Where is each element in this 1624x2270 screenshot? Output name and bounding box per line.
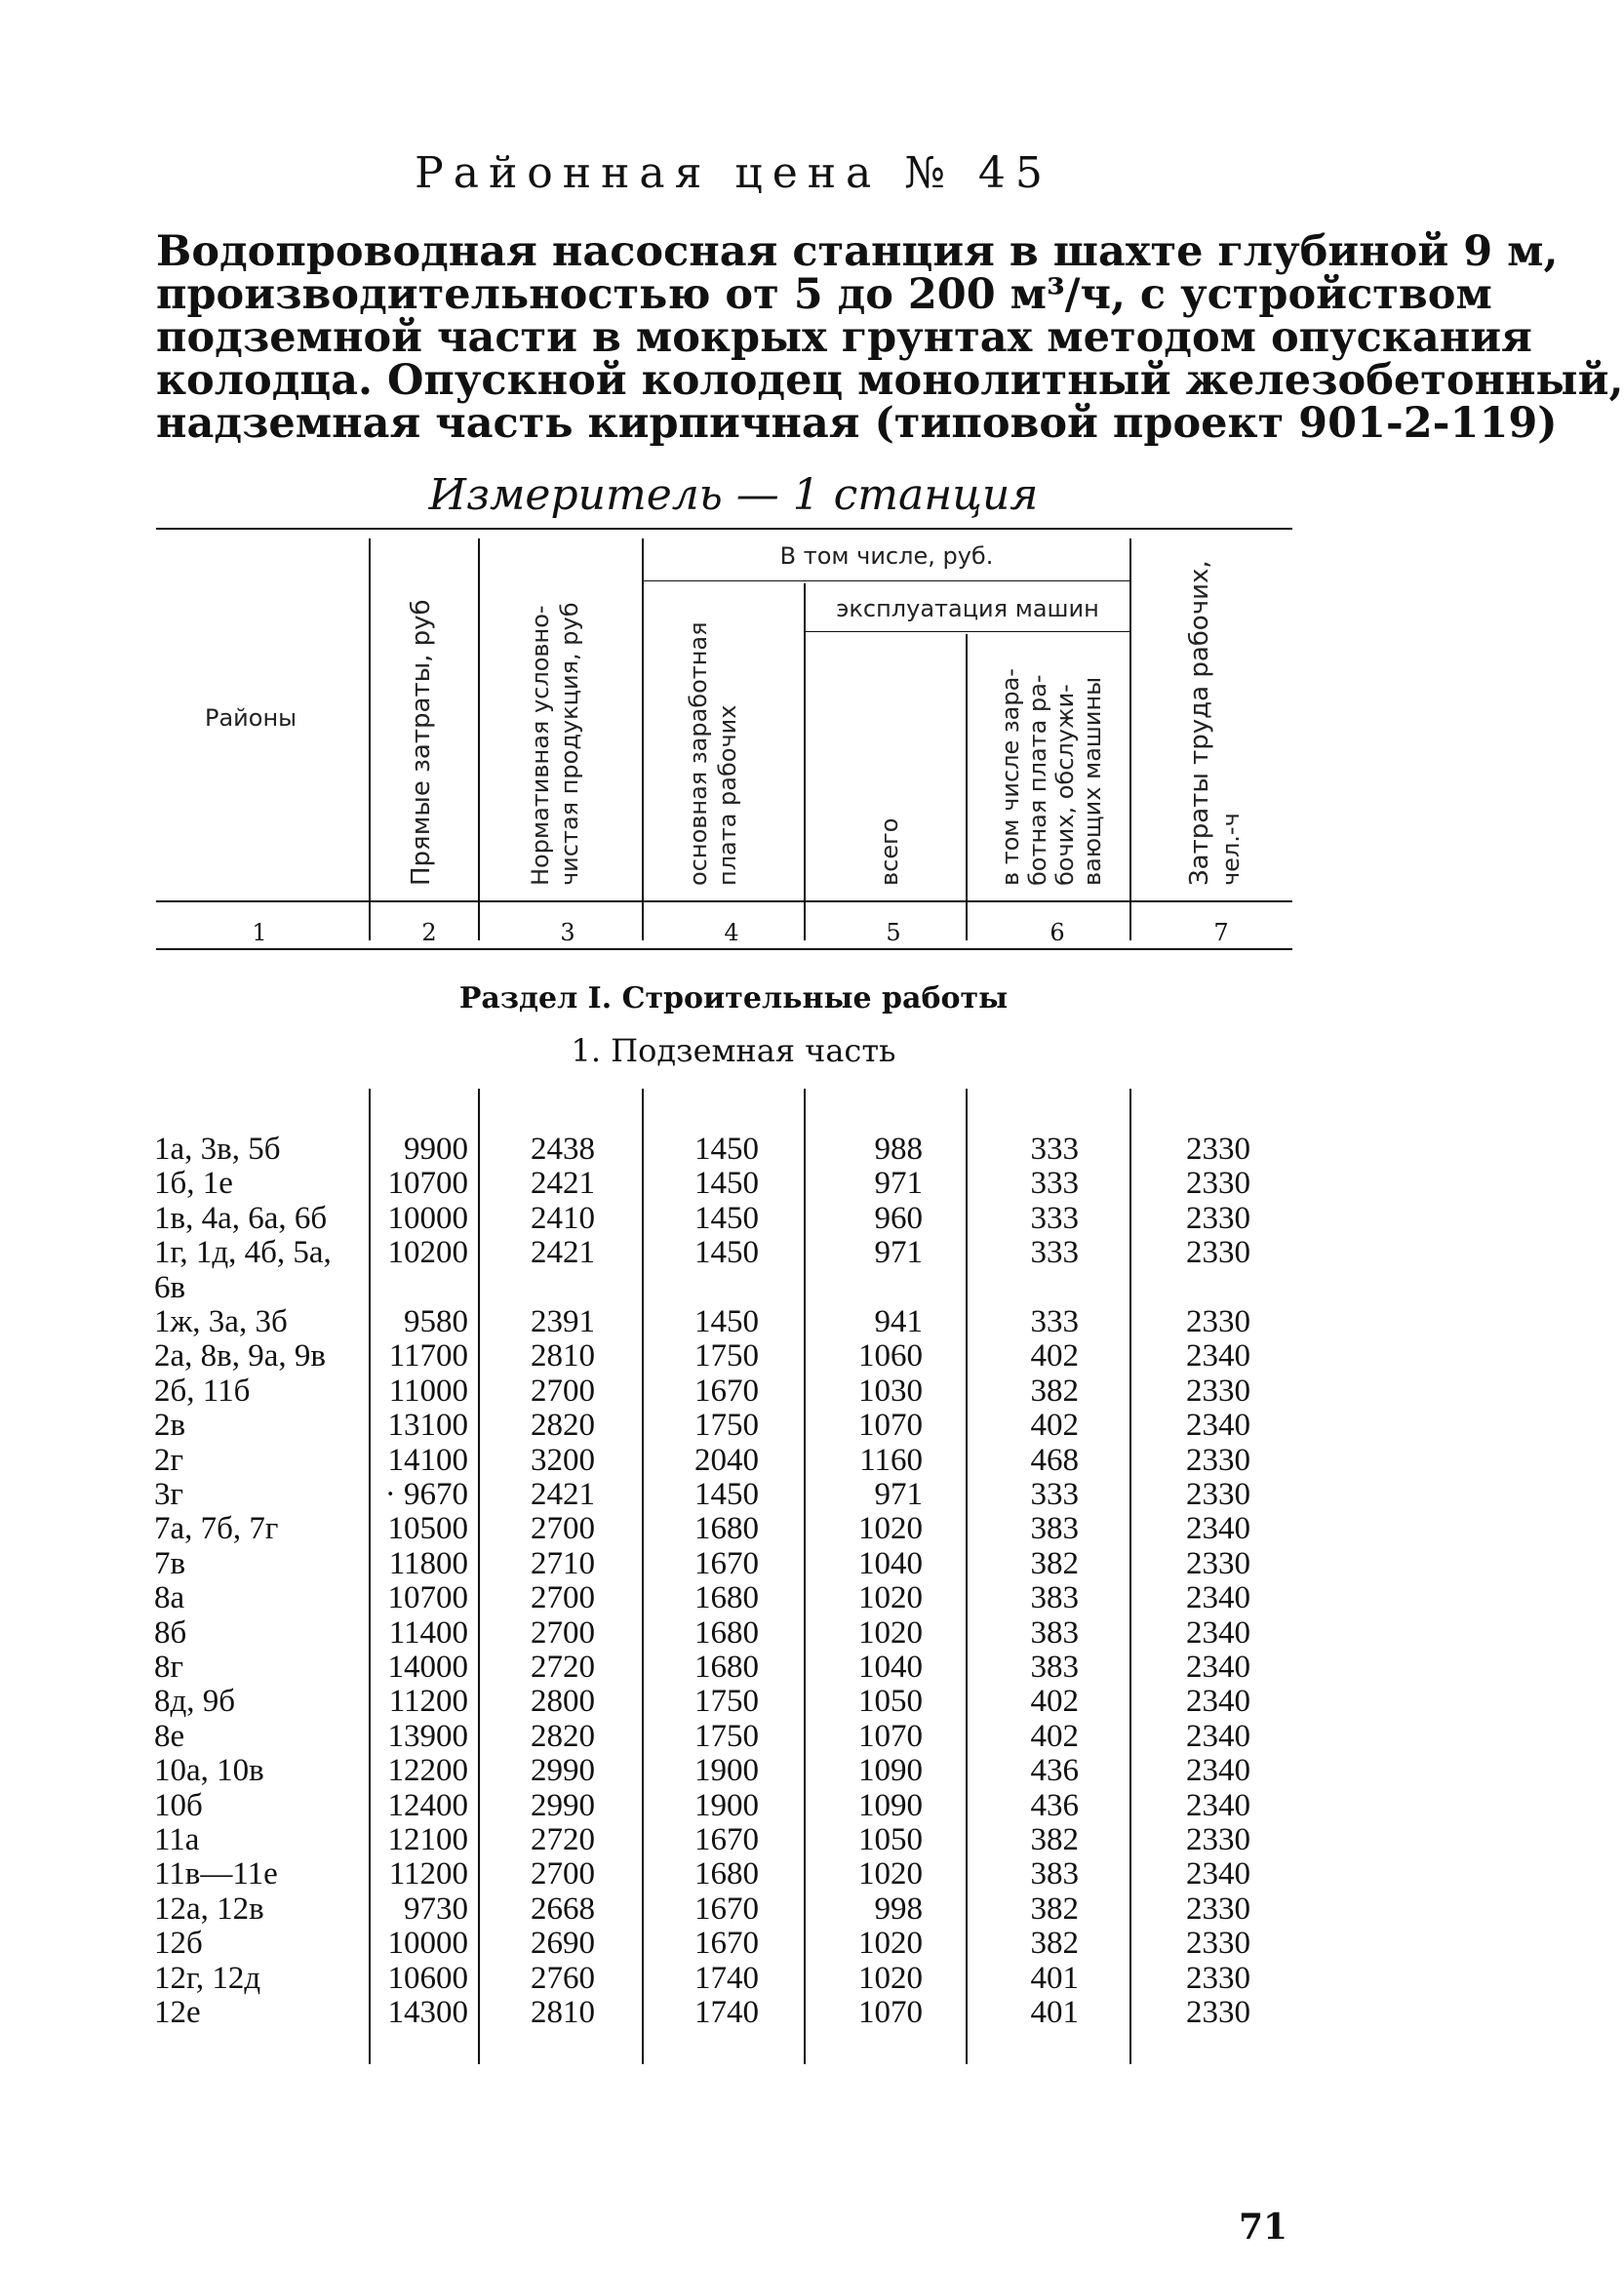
labor-costs-cell: 2330	[1186, 1304, 1250, 1339]
machines-total-cell: 1070	[858, 1408, 923, 1444]
header-machines-total: всего	[876, 817, 903, 886]
table-row	[0, 1684, 1467, 1719]
col-divider	[804, 583, 806, 940]
col-number: 3	[560, 919, 575, 946]
table-row	[0, 1615, 1467, 1651]
district-cell: 12а, 12в	[154, 1891, 264, 1927]
district-cell: 12г, 12д	[154, 1960, 261, 1996]
machine-salary-cell: 402	[1030, 1684, 1079, 1720]
table-row	[0, 1477, 1467, 1512]
subsection-title: 1. Подземная часть	[571, 1032, 896, 1069]
base-salary-cell: 1680	[694, 1580, 759, 1616]
machines-total-cell: 1050	[858, 1684, 923, 1720]
description-line: колодца. Опускной колодец монолитный железобетонный,	[156, 356, 1624, 405]
normative-product-cell: 2421	[531, 1166, 595, 1202]
machines-total-cell: 971	[874, 1235, 923, 1271]
col-divider	[1129, 538, 1131, 940]
table-row	[0, 1304, 1467, 1339]
table-row	[0, 1132, 1467, 1167]
direct-costs-cell: 10200	[387, 1235, 468, 1271]
district-cell: 8г	[154, 1650, 184, 1685]
col-number: 4	[724, 919, 739, 946]
table-row	[0, 1892, 1467, 1927]
base-salary-cell: 1900	[694, 1753, 759, 1789]
machine-salary-cell: 382	[1030, 1822, 1079, 1857]
normative-product-cell: 2391	[531, 1304, 595, 1339]
col-divider	[478, 538, 480, 940]
direct-costs-cell: 10700	[387, 1580, 468, 1616]
table-row	[0, 1511, 1467, 1546]
machines-total-cell: 1090	[858, 1753, 923, 1789]
district-cell: 12б	[154, 1926, 203, 1962]
direct-costs-cell: 9730	[404, 1891, 468, 1927]
page-number: 71	[1239, 2207, 1288, 2248]
normative-product-cell: 2720	[531, 1650, 595, 1685]
base-salary-cell: 2040	[694, 1442, 759, 1478]
header-direct-costs: Прямые затраты, руб	[407, 599, 436, 886]
col-divider	[369, 538, 371, 940]
header-labor-costs-1: Затраты труда рабочих,	[1185, 560, 1214, 886]
labor-costs-cell: 2340	[1186, 1614, 1250, 1651]
normative-product-cell: 2700	[531, 1856, 595, 1892]
district-cell: 10б	[154, 1787, 203, 1823]
description-line: надземная часть кирпичная (типовой проект 901-2-119)	[156, 399, 1558, 448]
machines-total-cell: 988	[874, 1132, 923, 1167]
table-row	[0, 1822, 1467, 1857]
normative-product-cell: 2800	[531, 1684, 595, 1720]
labor-costs-cell: 2330	[1186, 1132, 1250, 1167]
district-cell: 8а	[154, 1580, 185, 1616]
normative-product-cell: 2410	[531, 1200, 595, 1236]
labor-costs-cell: 2340	[1186, 1338, 1250, 1374]
machine-salary-cell: 333	[1030, 1132, 1079, 1167]
description	[156, 227, 1624, 448]
machine-salary-cell: 333	[1030, 1200, 1079, 1236]
direct-costs-cell: 11400	[388, 1614, 468, 1651]
description-line: Водопроводная насосная станция в шахте глубиной 9 м,	[156, 227, 1559, 276]
district-cell: 11в—11е	[154, 1856, 278, 1892]
normative-product-cell: 2810	[531, 1338, 595, 1374]
labor-costs-cell: 2340	[1186, 1787, 1250, 1823]
direct-costs-cell: 11700	[388, 1338, 468, 1374]
labor-costs-cell: 2330	[1186, 1545, 1250, 1581]
labor-costs-cell: 2340	[1186, 1650, 1250, 1685]
machine-salary-cell: 333	[1030, 1477, 1079, 1512]
normative-product-cell: 2421	[531, 1477, 595, 1512]
header-machine-salary-2: ботная плата ра-	[1024, 674, 1051, 886]
machines-total-cell: 1020	[858, 1580, 923, 1616]
district-cell: 10а, 10в	[154, 1753, 264, 1789]
machine-salary-cell: 402	[1030, 1718, 1079, 1754]
machine-salary-cell: 382	[1030, 1891, 1079, 1927]
header-districts: Районы	[205, 704, 297, 732]
machines-total-cell: 1070	[858, 1718, 923, 1754]
machines-total-cell: 1090	[858, 1787, 923, 1823]
direct-costs-cell: 10600	[387, 1960, 468, 1996]
meter-caption: Измеритель — 1 станция	[428, 470, 1039, 520]
table-row	[0, 1650, 1467, 1685]
labor-costs-cell: 2330	[1186, 1891, 1250, 1927]
header-machine-salary-3: бочих, обслужи-	[1051, 684, 1079, 886]
price-title: Районная цена № 45	[415, 148, 1052, 198]
base-salary-cell: 1450	[694, 1166, 759, 1202]
direct-costs-cell: 12200	[387, 1753, 468, 1789]
base-salary-cell: 1750	[694, 1408, 759, 1444]
normative-product-cell: 2820	[531, 1718, 595, 1754]
description-line: подземной части в мокрых грунтах методом опускания	[156, 313, 1532, 362]
group-rule	[644, 580, 1129, 581]
machine-salary-cell: 333	[1030, 1166, 1079, 1202]
col-number: 1	[252, 919, 267, 946]
machines-total-cell: 1070	[858, 1995, 923, 2030]
machines-total-cell: 971	[874, 1166, 923, 1202]
base-salary-cell: 1670	[694, 1926, 759, 1962]
col-number: 2	[421, 919, 437, 946]
normative-product-cell: 2990	[531, 1753, 595, 1789]
normative-product-cell: 2668	[531, 1891, 595, 1927]
machines-total-cell: 1020	[858, 1614, 923, 1651]
machine-salary-cell: 383	[1030, 1856, 1079, 1892]
normative-product-cell: 2720	[531, 1822, 595, 1857]
header-group: В том числе, руб.	[779, 542, 994, 570]
table-row	[0, 1201, 1467, 1236]
base-salary-cell: 1450	[694, 1304, 759, 1339]
district-cell: 6в	[154, 1269, 186, 1305]
district-cell: 8е	[154, 1718, 185, 1754]
normative-product-cell: 2710	[531, 1545, 595, 1581]
labor-costs-cell: 2330	[1186, 1373, 1250, 1409]
subgroup-rule	[806, 631, 1129, 632]
machine-salary-cell: 436	[1030, 1753, 1079, 1789]
district-cell: 11а	[154, 1822, 200, 1857]
machine-salary-cell: 333	[1030, 1235, 1079, 1271]
base-salary-cell: 1680	[694, 1511, 759, 1547]
normative-product-cell: 2700	[531, 1580, 595, 1616]
direct-costs-cell: 11200	[388, 1856, 468, 1892]
machine-salary-cell: 468	[1030, 1442, 1079, 1478]
machines-total-cell: 971	[874, 1477, 923, 1512]
normative-product-cell: 3200	[531, 1442, 595, 1478]
base-salary-cell: 1450	[694, 1132, 759, 1167]
direct-costs-cell: 10000	[387, 1926, 468, 1962]
labor-costs-cell: 2330	[1186, 1200, 1250, 1236]
direct-costs-cell: 14300	[387, 1995, 468, 2030]
district-cell: 1г, 1д, 4б, 5а,	[154, 1235, 332, 1271]
machines-total-cell: 1020	[858, 1960, 923, 1996]
machines-total-cell: 960	[874, 1200, 923, 1236]
normative-product-cell: 2820	[531, 1408, 595, 1444]
table-row	[0, 1235, 1467, 1270]
base-salary-cell: 1680	[694, 1614, 759, 1651]
machine-salary-cell: 333	[1030, 1304, 1079, 1339]
table-row	[0, 1374, 1467, 1409]
district-cell: 1в, 4а, 6а, 6б	[154, 1200, 328, 1236]
normative-product-cell: 2760	[531, 1960, 595, 1996]
description-line: производительностью от 5 до 200 м³/ч, с устройством	[156, 270, 1492, 319]
labor-costs-cell: 2330	[1186, 1960, 1250, 1996]
district-cell: 2г	[154, 1442, 184, 1478]
district-cell: 2а, 8в, 9а, 9в	[154, 1338, 326, 1374]
labor-costs-cell: 2330	[1186, 1822, 1250, 1857]
machines-total-cell: 1020	[858, 1926, 923, 1962]
table-row	[0, 1926, 1467, 1961]
direct-costs-cell: 11800	[388, 1545, 468, 1581]
normative-product-cell: 2438	[531, 1132, 595, 1167]
district-cell: 1а, 3в, 5б	[154, 1132, 281, 1167]
normative-product-cell: 2700	[531, 1373, 595, 1409]
machine-salary-cell: 383	[1030, 1650, 1079, 1685]
machines-total-cell: 1020	[858, 1856, 923, 1892]
table-row	[0, 1719, 1467, 1754]
district-cell: 2б, 11б	[154, 1373, 251, 1409]
table-row	[0, 1270, 1467, 1305]
table-row	[0, 1166, 1467, 1201]
header-base-salary-1: основная заработная	[685, 621, 712, 886]
direct-costs-cell: 14100	[387, 1442, 468, 1478]
machines-total-cell: 1050	[858, 1822, 923, 1857]
labor-costs-cell: 2340	[1186, 1684, 1250, 1720]
machine-salary-cell: 436	[1030, 1787, 1079, 1823]
machines-total-cell: 1040	[858, 1545, 923, 1581]
direct-costs-cell: 12100	[387, 1822, 468, 1857]
base-salary-cell: 1740	[694, 1960, 759, 1996]
district-cell: 8б	[154, 1614, 187, 1651]
machine-salary-cell: 402	[1030, 1338, 1079, 1374]
base-salary-cell: 1670	[694, 1822, 759, 1857]
base-salary-cell: 1750	[694, 1684, 759, 1720]
header-subgroup: эксплуатация машин	[836, 595, 1099, 622]
machines-total-cell: 1030	[858, 1373, 923, 1409]
col-number: 5	[886, 919, 901, 946]
labor-costs-cell: 2340	[1186, 1511, 1250, 1547]
numbers-bottom-rule	[156, 948, 1292, 950]
base-salary-cell: 1670	[694, 1545, 759, 1581]
base-salary-cell: 1740	[694, 1995, 759, 2030]
machines-total-cell: 1020	[858, 1511, 923, 1547]
labor-costs-cell: 2330	[1186, 1926, 1250, 1962]
machine-salary-cell: 401	[1030, 1995, 1079, 2030]
table-row	[0, 1961, 1467, 1996]
machine-salary-cell: 401	[1030, 1960, 1079, 1996]
machine-salary-cell: 382	[1030, 1373, 1079, 1409]
base-salary-cell: 1750	[694, 1338, 759, 1374]
labor-costs-cell: 2340	[1186, 1856, 1250, 1892]
normative-product-cell: 2421	[531, 1235, 595, 1271]
district-cell: 12е	[154, 1995, 201, 2030]
machine-salary-cell: 383	[1030, 1614, 1079, 1651]
district-cell: 7а, 7б, 7г	[154, 1511, 279, 1547]
col-number: 7	[1213, 919, 1229, 946]
district-cell: 2в	[154, 1408, 186, 1444]
col-divider	[642, 538, 644, 940]
base-salary-cell: 1750	[694, 1718, 759, 1754]
table-row	[0, 1443, 1467, 1478]
district-cell: 3г	[154, 1477, 184, 1512]
table-row	[0, 1408, 1467, 1443]
machine-salary-cell: 383	[1030, 1580, 1079, 1616]
district-cell: 8д, 9б	[154, 1684, 236, 1720]
base-salary-cell: 1450	[694, 1235, 759, 1271]
header-normative-product-2: чистая продукция, руб	[556, 602, 583, 886]
header-normative-product-1: Нормативная условно-	[527, 605, 554, 886]
table-row	[0, 1788, 1467, 1823]
direct-costs-cell: 11200	[388, 1684, 468, 1720]
machine-salary-cell: 402	[1030, 1408, 1079, 1444]
base-salary-cell: 1900	[694, 1787, 759, 1823]
base-salary-cell: 1680	[694, 1650, 759, 1685]
normative-product-cell: 2700	[531, 1614, 595, 1651]
direct-costs-cell: 11000	[388, 1373, 468, 1409]
machines-total-cell: 1160	[859, 1442, 923, 1478]
header-bottom-rule	[156, 900, 1292, 902]
direct-costs-cell: 9900	[404, 1132, 468, 1167]
header-labor-costs-2: чел.-ч	[1217, 813, 1245, 886]
header-top-rule	[156, 528, 1292, 530]
header-base-salary-2: плата рабочих	[714, 704, 741, 886]
direct-costs-cell: 9580	[404, 1304, 468, 1339]
table-row	[0, 1995, 1467, 2030]
machine-salary-cell: 382	[1030, 1926, 1079, 1962]
direct-costs-cell: 10500	[387, 1511, 468, 1547]
base-salary-cell: 1680	[694, 1856, 759, 1892]
table-row	[0, 1546, 1467, 1581]
direct-costs-cell: 12400	[387, 1787, 468, 1823]
machine-salary-cell: 382	[1030, 1545, 1079, 1581]
header-machine-salary-1: в том числе зара-	[997, 668, 1024, 886]
machines-total-cell: 1060	[858, 1338, 923, 1374]
base-salary-cell: 1450	[694, 1477, 759, 1512]
direct-costs-cell: 13100	[387, 1408, 468, 1444]
direct-costs-cell: · 9670	[384, 1477, 468, 1512]
labor-costs-cell: 2340	[1186, 1753, 1250, 1789]
base-salary-cell: 1670	[694, 1891, 759, 1927]
direct-costs-cell: 14000	[387, 1650, 468, 1685]
labor-costs-cell: 2330	[1186, 1442, 1250, 1478]
table-row	[0, 1580, 1467, 1615]
direct-costs-cell: 13900	[387, 1718, 468, 1754]
col-number: 6	[1050, 919, 1065, 946]
labor-costs-cell: 2330	[1186, 1166, 1250, 1202]
table-row	[0, 1753, 1467, 1788]
labor-costs-cell: 2340	[1186, 1580, 1250, 1616]
direct-costs-cell: 10000	[387, 1200, 468, 1236]
machines-total-cell: 1040	[858, 1650, 923, 1685]
machine-salary-cell: 383	[1030, 1511, 1079, 1547]
base-salary-cell: 1670	[694, 1373, 759, 1409]
district-cell: 1ж, 3а, 3б	[154, 1304, 288, 1339]
district-cell: 7в	[154, 1545, 186, 1581]
table-row	[0, 1856, 1467, 1892]
district-cell: 1б, 1е	[154, 1166, 233, 1202]
col-divider	[966, 634, 968, 940]
normative-product-cell: 2810	[531, 1995, 595, 2030]
machines-total-cell: 941	[874, 1304, 923, 1339]
normative-product-cell: 2690	[531, 1926, 595, 1962]
labor-costs-cell: 2330	[1186, 1235, 1250, 1271]
header-machine-salary-4: вающих машины	[1079, 676, 1106, 886]
labor-costs-cell: 2340	[1186, 1408, 1250, 1444]
direct-costs-cell: 10700	[387, 1166, 468, 1202]
base-salary-cell: 1450	[694, 1200, 759, 1236]
labor-costs-cell: 2330	[1186, 1477, 1250, 1512]
normative-product-cell: 2700	[531, 1511, 595, 1547]
table-row	[0, 1338, 1467, 1374]
labor-costs-cell: 2340	[1186, 1718, 1250, 1754]
machines-total-cell: 998	[874, 1891, 923, 1927]
labor-costs-cell: 2330	[1186, 1995, 1250, 2030]
normative-product-cell: 2990	[531, 1787, 595, 1823]
section-title: Раздел I. Строительные работы	[458, 981, 1009, 1016]
